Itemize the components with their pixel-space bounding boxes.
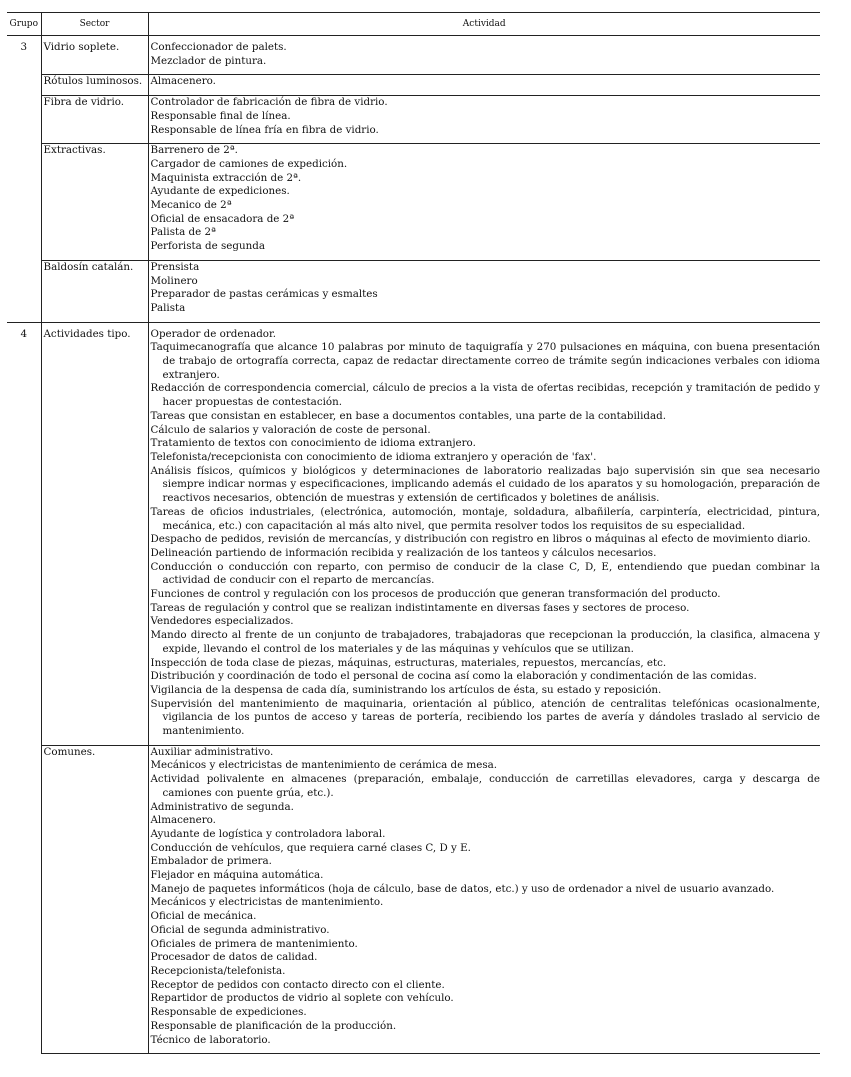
activity-item: Telefonista/recepcionista con conocimiento de idioma extranjero y operación de 'fax'.	[150, 450, 597, 463]
table-row	[7, 75, 820, 96]
activity-item: Oficial de ensacadora de 2ª	[150, 212, 295, 225]
activity-item: Tareas que consistan en establecer, en base a documentos contables, una parte de la contabilidad.	[150, 409, 666, 422]
header-actividad: Actividad	[148, 13, 820, 36]
activity-item: Prensista	[150, 260, 200, 273]
activity-item: Tareas de regulación y control que se realizan indistintamente en diversas fases y sectores de proceso.	[150, 601, 690, 614]
activity-item: Manejo de paquetes informáticos (hoja de cálculo, base de datos, etc.) y uso de ordenador a nivel de usuario avanzado.	[150, 882, 775, 895]
actividad-cell	[148, 96, 820, 144]
grupo-cell: 3	[20, 41, 28, 53]
table-row	[7, 322, 820, 745]
table-row	[7, 36, 820, 75]
actividad-cell	[148, 36, 820, 75]
activity-item: Oficial de mecánica.	[150, 910, 257, 923]
grupo-cell	[7, 96, 41, 144]
activity-item: Mecanico de 2ª	[150, 199, 232, 212]
actividad-cell	[148, 322, 820, 745]
sector-cell: Actividades tipo.	[41, 322, 148, 745]
activity-item: Tareas de oficios industriales, (electrónica, automoción, montaje, soldadura, albañilería, carpintería, electricidad, pintura, mecánica, etc.) con capacitación al más alto nivel, que permita resolver todos los requisitos de su especialidad.	[150, 505, 820, 532]
sector-cell: Vidrio soplete.	[41, 36, 148, 75]
activity-item: Operador de ordenador.	[150, 327, 277, 340]
activity-item: Auxiliar administrativo.	[150, 745, 274, 758]
table-row	[7, 96, 820, 144]
sector-cell: Extractivas.	[41, 144, 148, 261]
activity-item: Almacenero.	[150, 814, 216, 827]
activity-item: Recepcionista/telefonista.	[150, 965, 286, 977]
table-row	[7, 745, 820, 1053]
activity-item: Controlador de fabricación de fibra de vidrio.	[150, 96, 388, 109]
activity-item: Procesador de datos de calidad.	[150, 951, 318, 964]
sector-cell: Baldosín catalán.	[41, 260, 148, 322]
activity-item: Maquinista extracción de 2ª.	[150, 171, 302, 184]
activity-item: Embalador de primera.	[150, 855, 272, 868]
grupo-cell: 4	[20, 327, 28, 340]
table-header-row	[7, 13, 820, 36]
activity-table	[7, 12, 820, 1054]
activity-item: Tratamiento de textos con conocimiento de idioma extranjero.	[150, 437, 476, 450]
activity-item: Receptor de pedidos con contacto directo con el cliente.	[150, 978, 445, 991]
activity-item: Responsable de planificación de la producción.	[150, 1019, 397, 1032]
activity-item: Funciones de control y regulación con los procesos de producción que generan transformación del producto.	[150, 588, 721, 601]
table-body	[7, 36, 820, 1054]
activity-item: Inspección de toda clase de piezas, máquinas, estructuras, materiales, repuestos, mercancías, etc.	[150, 656, 667, 669]
header-sector: Sector	[41, 13, 148, 36]
activity-item: Ayudante de logística y controladora laboral.	[150, 827, 386, 840]
activity-item: Mando directo al frente de un conjunto de trabajadores, trabajadoras que recepcionan la producción, la clasifica, almacena y expide, llevando el control de los materiales y de las máquinas y vehículos que se utilizan.	[150, 629, 820, 655]
activity-item: Molinero	[150, 274, 198, 287]
actividad-cell	[148, 75, 820, 96]
activity-item: Vigilancia de la despensa de cada día, suministrando los artículos de ésta, su estado y reposición.	[150, 683, 662, 696]
activity-item: Mecánicos y electricistas de mantenimiento.	[150, 896, 384, 909]
table-row	[7, 144, 820, 261]
grupo-cell	[7, 144, 41, 261]
sector-cell: Fibra de vidrio.	[41, 96, 148, 144]
activity-item: Mezclador de pintura.	[150, 54, 267, 67]
activity-item: Ayudante de expediciones.	[150, 185, 290, 198]
activity-item: Técnico de laboratorio.	[150, 1033, 271, 1046]
table-row	[7, 260, 820, 322]
activity-item: Preparador de pastas cerámicas y esmaltes	[150, 288, 378, 301]
activity-item: Delineación partiendo de información recibida y realización de los tanteos y cálculos necesarios.	[150, 546, 657, 559]
activity-item: Responsable de línea fría en fibra de vidrio.	[150, 123, 379, 136]
activity-item: Taquimecanografía que alcance 10 palabras por minuto de taquigrafía y 270 pulsaciones en máquina, con buena presentación de trabajo de ortografía correcta, capaz de redactar directamente correo de trámite según indicaciones verbales con idioma extranjero.	[150, 341, 820, 381]
activity-item: Cargador de camiones de expedición.	[150, 157, 348, 170]
activity-item: Conducción o conducción con reparto, con permiso de conducir de la clase C, D, E, entendiendo que puedan combinar la actividad de conducir con el reparto de mercancías.	[150, 560, 820, 587]
activity-item: Vendedores especializados.	[150, 615, 294, 628]
actividad-cell	[148, 260, 820, 322]
activity-item: Despacho de pedidos, revisión de mercancías, y distribución con registro en libros o máquinas al efecto de movimiento diario.	[150, 533, 811, 546]
activity-item: Distribución y coordinación de todo el personal de cocina así como la elaboración y condimentación de las comidas.	[150, 670, 757, 683]
activity-item: Palista de 2ª	[150, 226, 216, 239]
actividad-cell	[148, 144, 820, 261]
activity-item: Oficial de segunda administrativo.	[150, 923, 330, 936]
sector-cell: Comunes.	[41, 745, 148, 1053]
activity-item: Barrenero de 2ª.	[150, 144, 238, 157]
activity-item: Perforista de segunda	[150, 240, 265, 253]
activity-item: Redacción de correspondencia comercial, cálculo de precios a la vista de ofertas recibidas, recepción y tramitación de pedido y hacer propuestas de contestación.	[150, 382, 820, 409]
activity-item: Repartidor de productos de vidrio al soplete con vehículo.	[150, 992, 454, 1005]
activity-item: Confeccionador de palets.	[150, 41, 287, 53]
activity-item: Almacenero.	[150, 75, 216, 88]
activity-item: Oficiales de primera de mantenimiento.	[150, 937, 358, 950]
actividad-cell	[148, 745, 820, 1053]
document-page	[7, 12, 820, 1054]
grupo-cell	[7, 745, 41, 1053]
header-grupo: Grupo	[7, 13, 41, 36]
activity-item: Mecánicos y electricistas de mantenimiento de cerámica de mesa.	[150, 759, 498, 772]
activity-item: Conducción de vehículos, que requiera carné clases C, D y E.	[150, 841, 471, 854]
activity-item: Cálculo de salarios y valoración de coste de personal.	[150, 423, 431, 436]
activity-item: Responsable de expediciones.	[150, 1006, 307, 1019]
activity-item: Responsable final de línea.	[150, 109, 291, 122]
activity-item: Actividad polivalente en almacenes (preparación, embalaje, conducción de carretillas elevadores, carga y descarga de camiones con puente grúa, etc.).	[150, 773, 820, 799]
activity-item: Administrativo de segunda.	[150, 800, 294, 813]
grupo-cell	[7, 75, 41, 96]
activity-item: Supervisión del mantenimiento de maquinaria, orientación al público, atención de centralitas telefónicas ocasionalmente, vigilancia de los puntos de acceso y tareas de portería, recibiendo los partes de avería y dándoles traslado al servicio de mantenimiento.	[150, 697, 820, 738]
activity-item: Palista	[150, 301, 186, 314]
activity-item: Flejador en máquina automática.	[150, 869, 324, 882]
grupo-cell	[7, 260, 41, 322]
sector-cell: Rótulos luminosos.	[41, 75, 148, 96]
activity-item: Análisis físicos, químicos y biológicos y determinaciones de laboratorio realizadas bajo supervisión sin que sea necesario siempre indicar normas y especificaciones, implicando además el cuidado de los aparatos y su homologación, preparación de reactivos necesarios, obtención de muestras y extensión de certificados y boletines de análisis.	[150, 464, 820, 505]
